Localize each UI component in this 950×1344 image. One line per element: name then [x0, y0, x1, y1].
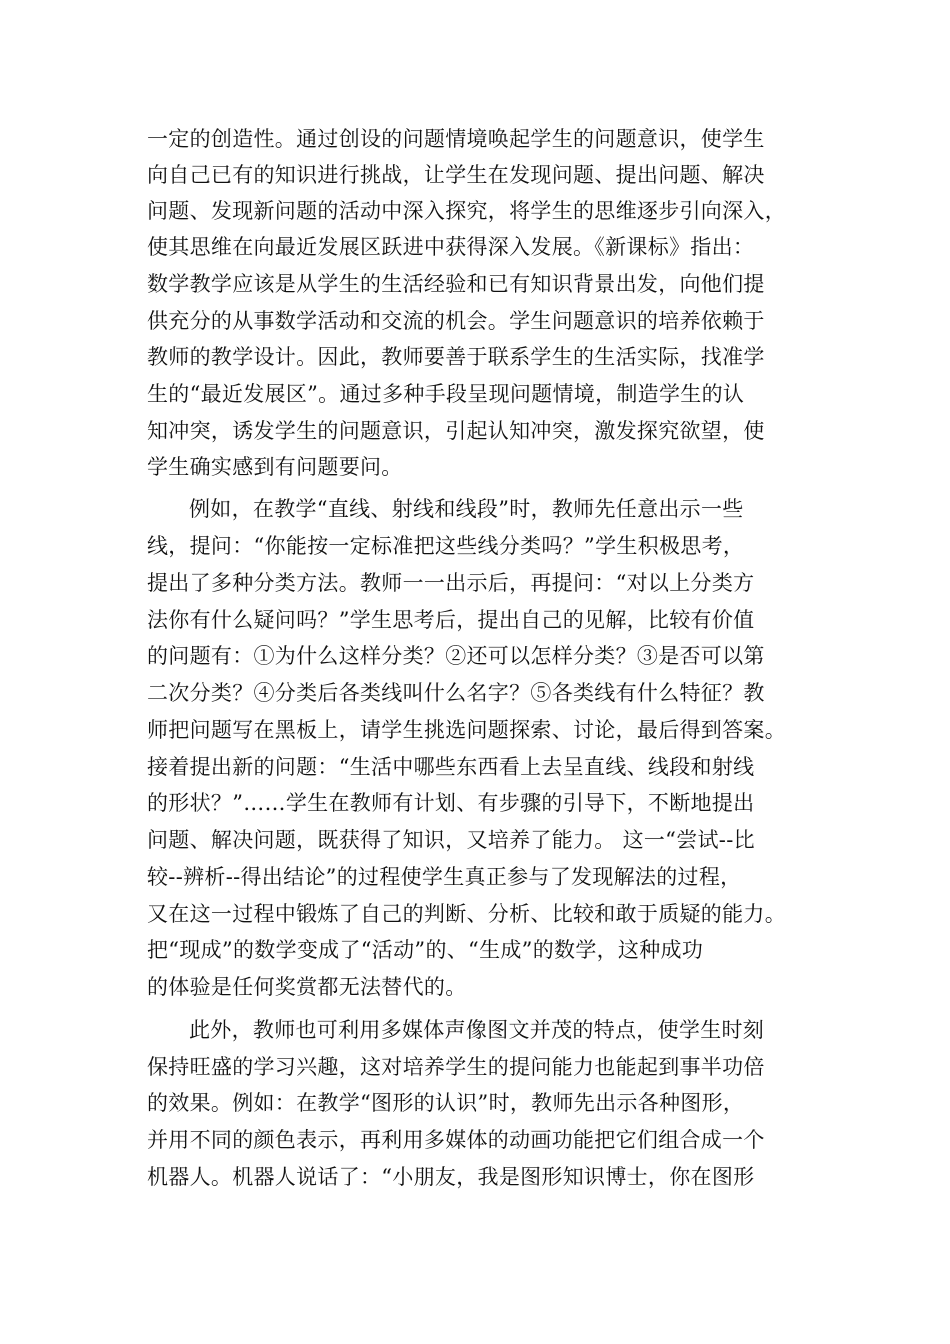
text-line: 的形状？”……学生在教师有计划、有步骤的引导下，不断地提出: [147, 791, 755, 815]
text-line: 保持旺盛的学习兴趣，这对培养学生的提问能力也能起到事半功倍: [147, 1055, 765, 1079]
text-line: 的问题有：①为什么这样分类？②还可以怎样分类？③是否可以第: [147, 644, 765, 668]
text-line: 学生确实感到有问题要问。: [147, 455, 403, 479]
text-line: 知冲突，诱发学生的问题意识，引起认知冲突，激发探究欲望，使: [147, 419, 765, 443]
text-line: 法你有什么疑问吗？”学生思考后，提出自己的见解，比较有价值: [147, 608, 755, 632]
text-line: 生的“最近发展区”。通过多种手段呈现问题情境，制造学生的认: [147, 382, 745, 406]
text-line: 师把问题写在黑板上，请学生挑选问题探索、讨论，最后得到答案。: [147, 718, 786, 742]
text-line: 较--辨析--得出结论”的过程使学生真正参与了发现解法的过程，: [147, 865, 742, 889]
text-line: 问题、发现新问题的活动中深入探究，将学生的思维逐步引向深入，: [147, 199, 786, 223]
text-line: 教师的教学设计。因此，教师要善于联系学生的生活实际，找准学: [147, 345, 765, 369]
paragraph-first-line: 此外，教师也可利用多媒体声像图文并茂的特点，使学生时刻: [189, 1018, 765, 1042]
text-line: 线，提问：“你能按一定标准把这些线分类吗？”学生积极思考，: [147, 534, 745, 558]
text-line: 数学教学应该是从学生的生活经验和已有知识背景出发，向他们提: [147, 272, 765, 296]
text-line: 向自己已有的知识进行挑战，让学生在发现问题、提出问题、解决: [147, 163, 765, 187]
text-line: 的体验是任何奖赏都无法替代的。: [147, 975, 467, 999]
text-line: 二次分类？④分类后各类线叫什么名字？⑤各类线有什么特征？教: [147, 681, 765, 705]
text-line: 使其思维在向最近发展区跃进中获得深入发展。《新课标》指出：: [147, 235, 755, 259]
text-line: 把“现成”的数学变成了“活动”的、“生成”的数学，这种成功: [147, 938, 704, 962]
text-line: 机器人。机器人说话了：“小朋友，我是图形知识博士，你在图形: [147, 1165, 755, 1189]
text-line: 问题、解决问题，既获得了知识，又培养了能力。 这一“尝试--比: [147, 828, 755, 852]
text-line: 提出了多种分类方法。教师一一出示后，再提问：“对以上分类方: [147, 571, 755, 595]
text-line: 接着提出新的问题：“生活中哪些东西看上去呈直线、线段和射线: [147, 755, 755, 779]
text-line: 又在这一过程中锻炼了自己的判断、分析、比较和敢于质疑的能力。: [147, 902, 786, 926]
text-line: 一定的创造性。通过创设的问题情境唤起学生的问题意识，使学生: [147, 127, 765, 151]
text-line: 的效果。例如：在教学“图形的认识”时，教师先出示各种图形，: [147, 1091, 745, 1115]
paragraph-first-line: 例如，在教学“直线、射线和线段”时，教师先任意出示一些: [189, 497, 744, 521]
text-line: 并用不同的颜色表示，再利用多媒体的动画功能把它们组合成一个: [147, 1128, 765, 1152]
text-line: 供充分的从事数学活动和交流的机会。学生问题意识的培养依赖于: [147, 309, 765, 333]
